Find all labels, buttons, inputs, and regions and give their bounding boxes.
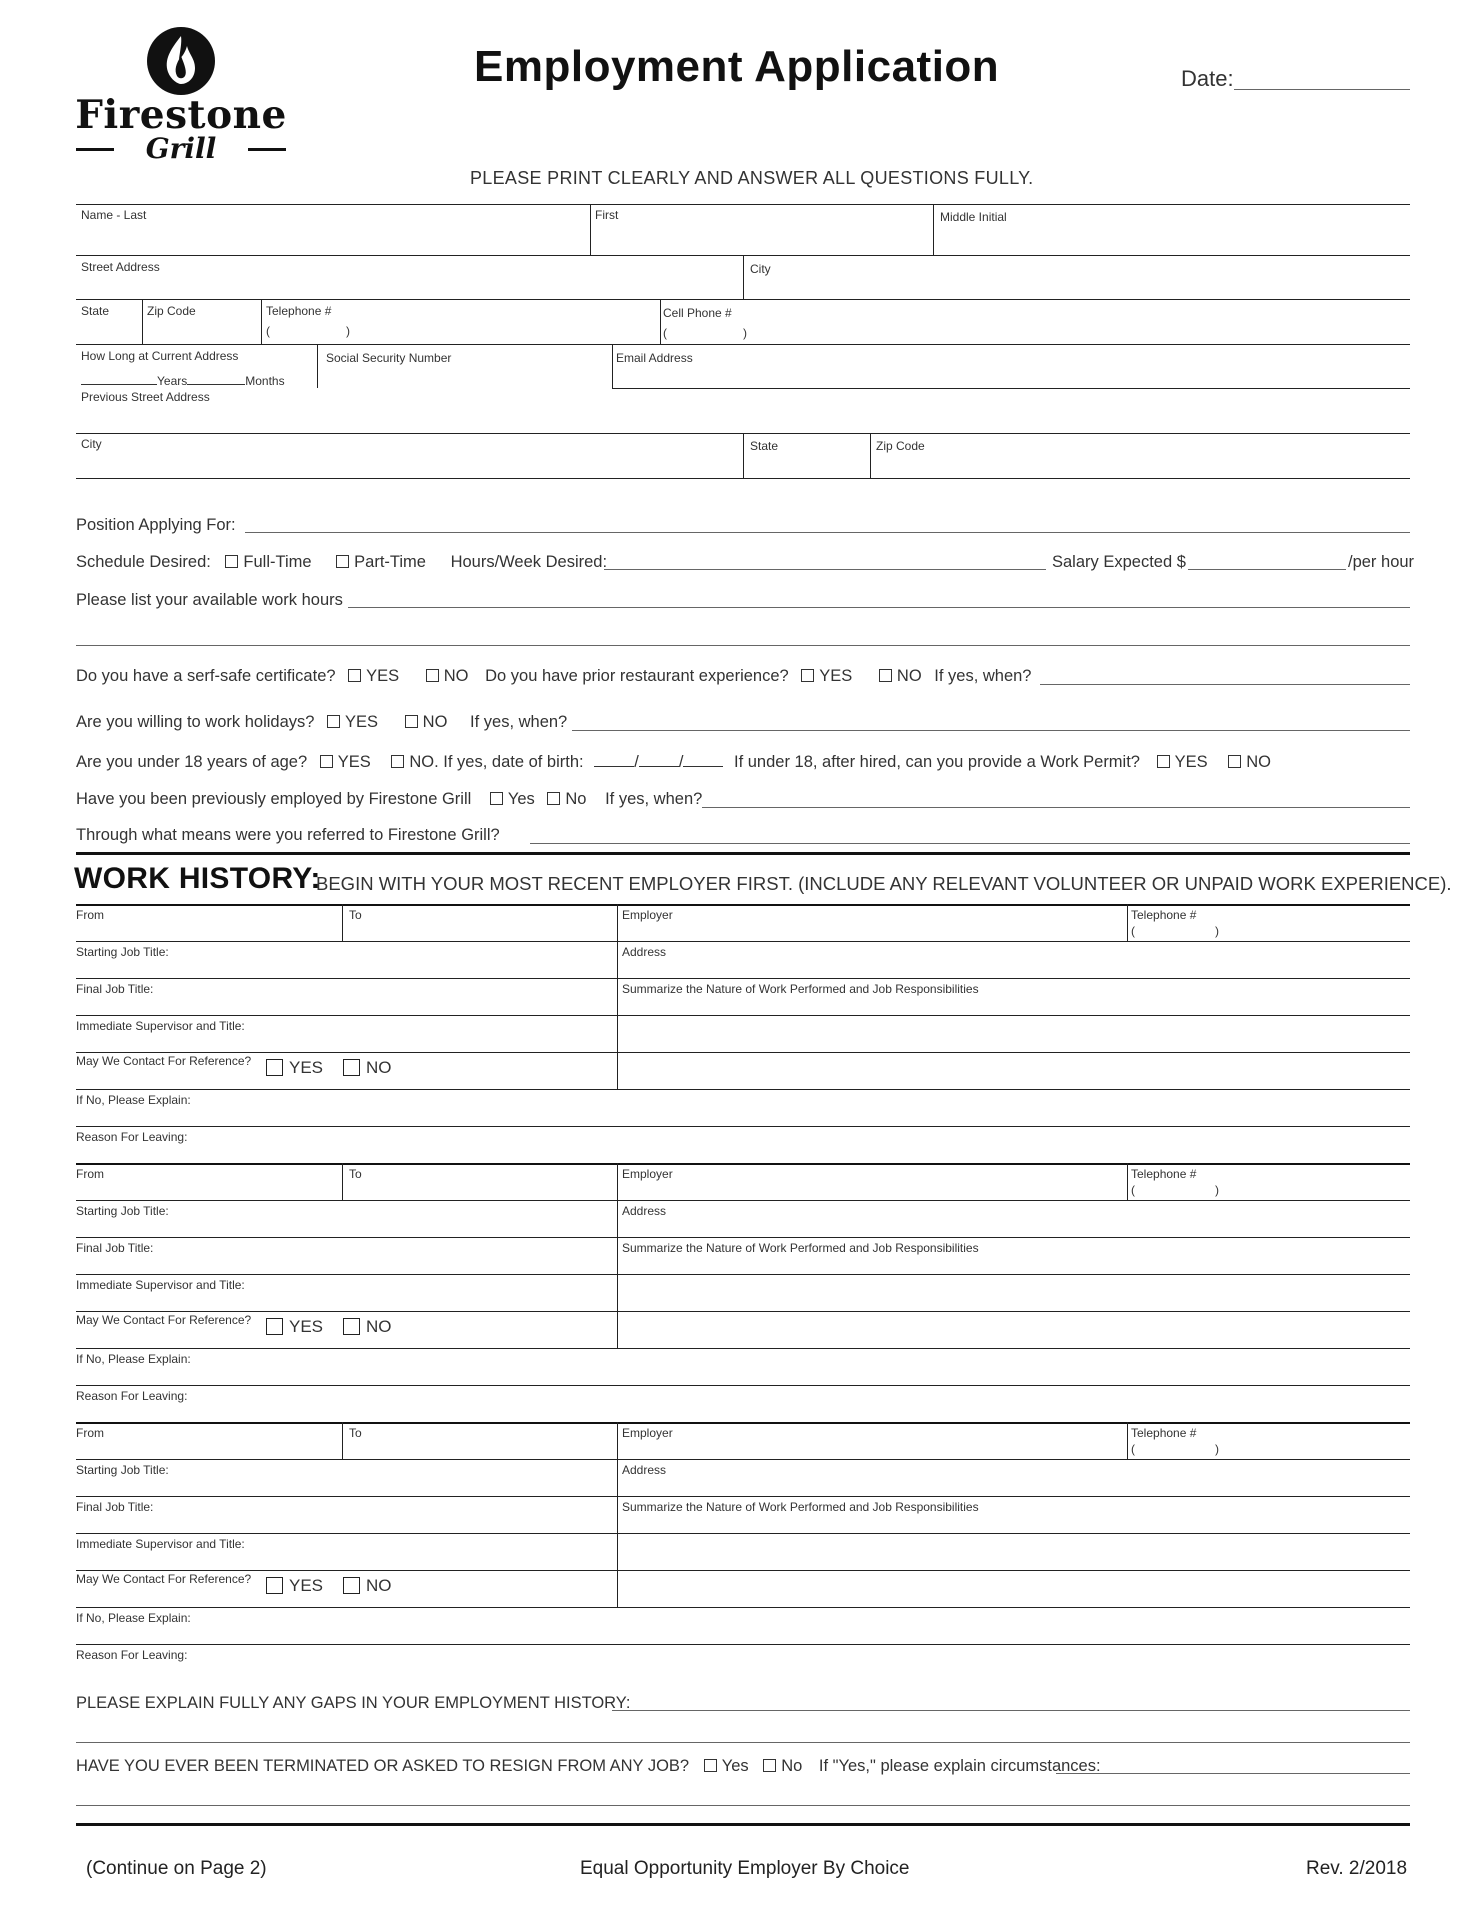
first-name-label: First (595, 208, 619, 222)
terminated-row (76, 1757, 1101, 1776)
firestone-grill-logo (74, 26, 288, 176)
holidays-row (76, 713, 567, 732)
continue-note: (Continue on Page 2) (86, 1858, 267, 1879)
job-2-contact-no-label: NO (366, 1317, 392, 1336)
prev-employed-yes-checkbox[interactable] (490, 792, 503, 805)
prior-exp-no-label: NO (896, 667, 922, 685)
job-3-telephone-label: Telephone # (1131, 1426, 1197, 1440)
prior-exp-yes-checkbox[interactable] (801, 669, 814, 682)
prior-exp-when-label: If yes, when? (934, 667, 1032, 685)
job-3-starting-title-label: Starting Job Title: (76, 1463, 169, 1477)
job-2-employer-label: Employer (622, 1167, 673, 1181)
cell-paren-open: ( (663, 326, 667, 340)
prior-exp-yes-label: YES (819, 667, 853, 685)
job-1-to-label: To (349, 908, 362, 922)
servsafe-no-checkbox[interactable] (426, 669, 439, 682)
dob-year-field[interactable] (683, 752, 723, 767)
per-hour-label: /per hour (1348, 553, 1415, 571)
street-address-label: Street Address (81, 260, 160, 274)
job-3-contact-options (266, 1576, 392, 1596)
job-2-starting-title-label: Starting Job Title: (76, 1204, 169, 1218)
hours-week-field[interactable] (604, 569, 1046, 570)
job-3-contact-no-checkbox[interactable] (343, 1577, 360, 1594)
holidays-yes-checkbox[interactable] (327, 715, 340, 728)
job-1-address-label: Address (622, 945, 667, 959)
prior-exp-when-field[interactable] (1040, 684, 1410, 685)
job-1-contact-options (266, 1058, 392, 1078)
eoe-note: Equal Opportunity Employer By Choice (580, 1858, 910, 1879)
job-1-contact-yes-label: YES (289, 1058, 324, 1077)
job-1-contact-no-checkbox[interactable] (343, 1059, 360, 1076)
job-1-reason-label: Reason For Leaving: (76, 1130, 188, 1144)
job-2-to-label: To (349, 1167, 362, 1181)
terminated-yes-label: Yes (721, 1757, 749, 1775)
job-2-supervisor-label: Immediate Supervisor and Title: (76, 1278, 245, 1292)
servsafe-no-label: NO (443, 667, 469, 685)
job-2-if-no-label: If No, Please Explain: (76, 1352, 191, 1366)
prev-state-label: State (750, 439, 779, 453)
job-3-supervisor-label: Immediate Supervisor and Title: (76, 1537, 245, 1551)
job-3-telephone-paren-open: ( (1131, 1442, 1135, 1456)
full-time-label: Full-Time (243, 553, 312, 571)
job-3-employer-label: Employer (622, 1426, 673, 1440)
job-3-to-label: To (349, 1426, 362, 1440)
work-permit-yes-label: YES (1174, 753, 1208, 771)
under18-yes-checkbox[interactable] (320, 755, 333, 768)
date-label: Date: (1181, 66, 1234, 91)
page-title: Employment Application (474, 42, 1000, 91)
prev-employed-no-checkbox[interactable] (547, 792, 560, 805)
holidays-no-checkbox[interactable] (405, 715, 418, 728)
part-time-label: Part-Time (354, 553, 426, 571)
gaps-question: PLEASE EXPLAIN FULLY ANY GAPS IN YOUR EMPLOYMENT HISTORY: (76, 1694, 631, 1712)
holidays-yes-label: YES (345, 713, 379, 731)
months-label: Months (245, 374, 285, 388)
job-3-if-no-label: If No, Please Explain: (76, 1611, 191, 1625)
job-2-contact-yes-checkbox[interactable] (266, 1318, 283, 1335)
name-last-label: Name - Last (81, 208, 147, 222)
position-applying-field[interactable] (245, 532, 1410, 533)
position-applying-label: Position Applying For: (76, 516, 236, 534)
job-2-telephone-paren-close: ) (1215, 1183, 1219, 1197)
job-1-starting-title-label: Starting Job Title: (76, 945, 169, 959)
job-3-contact-no-label: NO (366, 1576, 392, 1595)
under18-question: Are you under 18 years of age? (76, 753, 308, 771)
job-1-contact-label: May We Contact For Reference? (76, 1054, 252, 1068)
terminated-no-label: No (781, 1757, 803, 1775)
state-label: State (81, 304, 110, 318)
job-3-address-label: Address (622, 1463, 667, 1477)
salary-expected-label: Salary Expected $ (1052, 553, 1186, 571)
job-2-summarize-label: Summarize the Nature of Work Performed and Job Responsibilities (622, 1241, 979, 1255)
terminated-yes-checkbox[interactable] (704, 1759, 717, 1772)
job-1-employer-label: Employer (622, 908, 673, 922)
job-3-reason-label: Reason For Leaving: (76, 1648, 188, 1662)
gaps-field[interactable] (612, 1710, 1410, 1711)
schedule-desired-row (76, 553, 607, 572)
job-3-from-label: From (76, 1426, 104, 1440)
job-1-telephone-paren-open: ( (1131, 924, 1135, 938)
dob-slash-2: / (678, 753, 684, 771)
date-field[interactable] (1234, 89, 1410, 90)
zip-code-label: Zip Code (147, 304, 196, 318)
job-3-final-title-label: Final Job Title: (76, 1500, 154, 1514)
telephone-paren-open: ( (266, 324, 270, 338)
job-2-final-title-label: Final Job Title: (76, 1241, 154, 1255)
full-time-checkbox[interactable] (225, 555, 238, 568)
holidays-no-label: NO (422, 713, 448, 731)
work-hours-label: Please list your available work hours (76, 591, 343, 609)
job-2-telephone-paren-open: ( (1131, 1183, 1135, 1197)
ssn-label: Social Security Number (326, 351, 452, 365)
job-3-contact-yes-label: YES (289, 1576, 324, 1595)
prior-exp-question: Do you have prior restaurant experience? (485, 667, 789, 685)
job-2-telephone-label: Telephone # (1131, 1167, 1197, 1181)
prev-employed-yes-label: Yes (507, 790, 535, 808)
brand-sub: Grill (145, 132, 217, 165)
dob-month-field[interactable] (594, 752, 634, 767)
job-2-address-label: Address (622, 1204, 667, 1218)
work-permit-yes-checkbox[interactable] (1157, 755, 1170, 768)
job-1-supervisor-label: Immediate Supervisor and Title: (76, 1019, 245, 1033)
under18-no-checkbox[interactable] (391, 755, 404, 768)
work-hours-field-2[interactable] (76, 645, 1410, 646)
part-time-checkbox[interactable] (336, 555, 349, 568)
job-2-contact-label: May We Contact For Reference? (76, 1313, 252, 1327)
prev-employed-question: Have you been previously employed by Firestone Grill (76, 790, 472, 808)
salary-field[interactable] (1188, 569, 1346, 570)
job-2-contact-no-checkbox[interactable] (343, 1318, 360, 1335)
job-3-telephone-paren-close: ) (1215, 1442, 1219, 1456)
job-1-contact-yes-checkbox[interactable] (266, 1059, 283, 1076)
holidays-when-field[interactable] (572, 730, 1410, 731)
work-permit-no-label: NO (1246, 753, 1271, 771)
hours-week-label: Hours/Week Desired: (450, 553, 608, 571)
job-1-if-no-label: If No, Please Explain: (76, 1093, 191, 1107)
years-label: Years (157, 374, 188, 388)
job-2-reason-label: Reason For Leaving: (76, 1389, 188, 1403)
holidays-when-label: If yes, when? (470, 713, 568, 731)
work-history-subheading: BEGIN WITH YOUR MOST RECENT EMPLOYER FIRST. (INCLUDE ANY RELEVANT VOLUNTEER OR UNPAID WORK EXPERIENCE). (316, 873, 1452, 894)
under18-yes-label: YES (337, 753, 371, 771)
terminated-explain-field-2[interactable] (76, 1805, 1410, 1806)
job-1-contact-no-label: NO (366, 1058, 392, 1077)
referred-field[interactable] (530, 843, 1410, 844)
work-hours-field[interactable] (348, 607, 1410, 608)
brand-name: Firestone (75, 92, 287, 138)
telephone-label: Telephone # (266, 304, 332, 318)
job-3-summarize-label: Summarize the Nature of Work Performed and Job Responsibilities (622, 1500, 979, 1514)
job-1-telephone-paren-close: ) (1215, 924, 1219, 938)
terminated-question: HAVE YOU EVER BEEN TERMINATED OR ASKED TO RESIGN FROM ANY JOB? (76, 1757, 690, 1775)
prev-employed-row (76, 790, 702, 809)
instruction-text: PLEASE PRINT CLEARLY AND ANSWER ALL QUESTIONS FULLY. (470, 168, 1034, 188)
servsafe-question: Do you have a serf-safe certificate? (76, 667, 336, 685)
job-1-final-title-label: Final Job Title: (76, 982, 154, 996)
job-3-contact-label: May We Contact For Reference? (76, 1572, 252, 1586)
holidays-question: Are you willing to work holidays? (76, 713, 315, 731)
job-2-from-label: From (76, 1167, 104, 1181)
terminated-explain-field[interactable] (1056, 1773, 1410, 1774)
under18-row (76, 752, 1271, 772)
middle-initial-label: Middle Initial (940, 210, 1007, 224)
gaps-field-2[interactable] (76, 1742, 1410, 1743)
job-1-telephone-label: Telephone # (1131, 908, 1197, 922)
dob-day-field[interactable] (639, 752, 679, 767)
job-2-contact-options (266, 1317, 392, 1337)
under18-no-dob-label: NO. If yes, date of birth: (409, 753, 584, 771)
how-long-label: How Long at Current Address (81, 349, 239, 363)
job-1-summarize-label: Summarize the Nature of Work Performed and Job Responsibilities (622, 982, 979, 996)
prev-employed-when-field[interactable] (702, 807, 1410, 808)
work-history-heading: WORK HISTORY: (74, 862, 321, 895)
prior-exp-no-checkbox[interactable] (879, 669, 892, 682)
dob-slash-1: / (634, 753, 639, 771)
terminated-no-checkbox[interactable] (763, 1759, 776, 1772)
job-2-contact-yes-label: YES (289, 1317, 324, 1336)
servsafe-yes-label: YES (366, 667, 400, 685)
job-1-from-label: From (76, 908, 104, 922)
revision-note: Rev. 2/2018 (1306, 1858, 1408, 1879)
years-months-field (81, 370, 285, 388)
work-permit-question: If under 18, after hired, can you provide a Work Permit? (734, 753, 1140, 771)
prev-city-label: City (81, 437, 102, 451)
job-3-contact-yes-checkbox[interactable] (266, 1577, 283, 1594)
telephone-paren-close: ) (346, 324, 350, 338)
servsafe-yes-checkbox[interactable] (348, 669, 361, 682)
cell-paren-close: ) (743, 326, 747, 340)
prev-zip-label: Zip Code (876, 439, 925, 453)
email-label: Email Address (616, 351, 693, 365)
referred-question: Through what means were you referred to Firestone Grill? (76, 826, 500, 844)
previous-street-label: Previous Street Address (81, 390, 210, 404)
schedule-desired-label: Schedule Desired: (76, 553, 211, 571)
cell-phone-label: Cell Phone # (663, 306, 732, 320)
city-label: City (750, 262, 771, 276)
prev-employed-when-label: If yes, when? (605, 790, 703, 808)
terminated-explain-label: If "Yes," please explain circumstances: (818, 1757, 1101, 1775)
servsafe-row (76, 667, 1032, 686)
prev-employed-no-label: No (565, 790, 587, 808)
work-permit-no-checkbox[interactable] (1228, 755, 1241, 768)
